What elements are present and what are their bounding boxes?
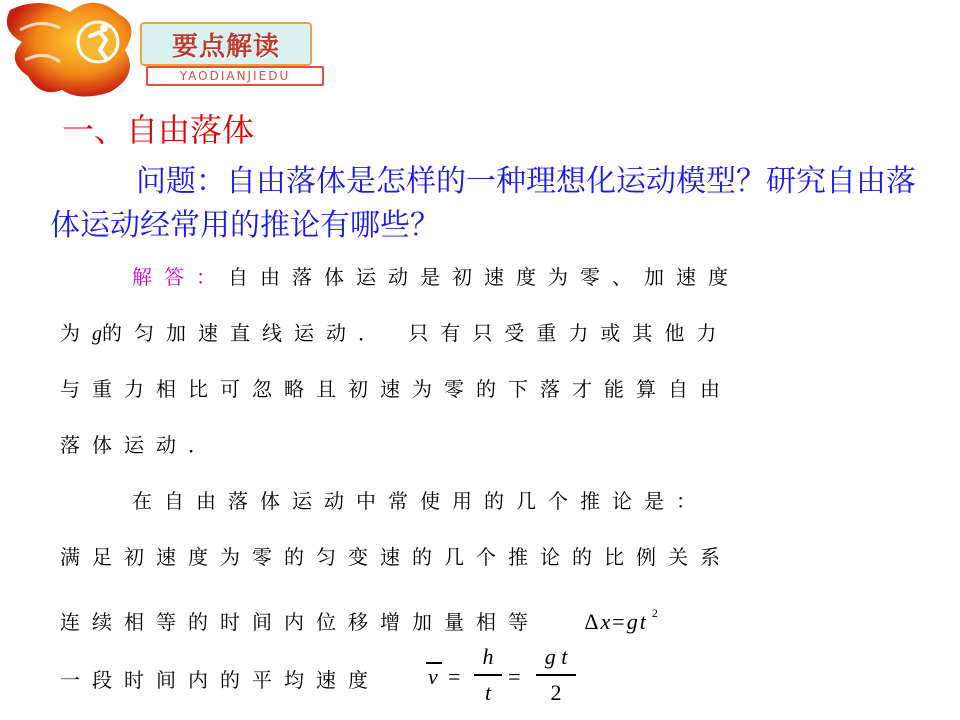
answer-line-7-text: 连续相等的时间内位移增加量相等 <box>60 610 540 634</box>
answer-line-3: 与重力相比可忽略且初速为零的下落才能算自由 <box>60 377 732 401</box>
answer-line-8: 一段时间内的平均速度 <box>60 668 380 692</box>
answer-line-5: 在自由落体运动中常使用的几个推论是： <box>132 489 708 513</box>
fraction-2: 2 <box>550 680 562 705</box>
formula-t: t <box>639 609 648 634</box>
answer-line-1-text: 自由落体运动是初速度为零、加速度 <box>228 265 740 289</box>
formula-g: g <box>626 609 640 634</box>
flame-runner-icon <box>0 0 150 100</box>
fraction-t: t <box>484 680 492 705</box>
answer-line-7 <box>60 588 820 644</box>
answer-line-1 <box>60 252 820 308</box>
answer-line-2-post: 的匀加速直线运动． 只有只受重力或其他力 <box>102 321 729 345</box>
fraction-bar-2 <box>536 674 576 676</box>
question-text: 问题：自由落体是怎样的一种理想化运动模型？研究自由落体运动经常用的推论有哪些？ <box>50 164 916 243</box>
fraction-gt: g t <box>544 644 568 669</box>
delta-symbol: Δ <box>584 609 601 634</box>
banner <box>140 22 312 66</box>
formula-delta-x <box>584 606 660 634</box>
fraction-gt-over-2 <box>536 644 576 706</box>
banner-subtitle: YAODIANJIEDU <box>146 66 324 86</box>
formula-v: v <box>428 664 438 689</box>
section-title: 一、自由落体 <box>62 111 255 149</box>
header-logo <box>0 0 340 100</box>
formula-eq-1: = <box>448 664 461 689</box>
fraction-bar-1 <box>474 674 502 676</box>
banner-title: 要点解读 <box>171 31 280 62</box>
formula-eq: = <box>612 609 627 634</box>
answer-line-4: 落体运动． <box>60 433 220 457</box>
answer-label: 解答： <box>132 265 228 289</box>
formula-exponent: 2 <box>651 606 660 620</box>
fraction-h-over-t <box>474 644 502 706</box>
answer-line-2-pre: 为 <box>60 321 92 345</box>
answer-line-6: 满足初速度为零的匀变速的几个推论的比例关系 <box>60 545 732 569</box>
formula-x: x <box>600 609 613 634</box>
formula-eq-2: = <box>508 664 521 689</box>
answer-line-2 <box>60 308 820 364</box>
variable-g: g <box>92 323 102 345</box>
answer-block <box>60 252 820 644</box>
fraction-h: h <box>482 644 494 669</box>
